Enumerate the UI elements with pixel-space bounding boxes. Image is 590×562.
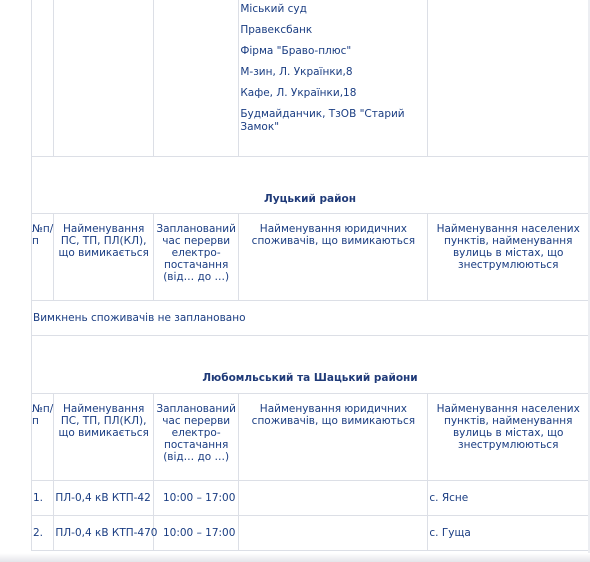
row-time: 10:00 – 17:00	[153, 516, 238, 551]
header-settlements: Найменування населених пунктів, найменування вулиць в містах, що знеструмлюються	[428, 394, 589, 481]
row-consumers	[239, 481, 428, 516]
consumers-cell	[239, 0, 428, 157]
region-title-lyuboml: Любомльський та Шацький райони	[32, 336, 589, 394]
header-row	[32, 214, 589, 301]
row-line: ПЛ-0,4 кВ КТП-470	[54, 516, 154, 551]
region-row	[32, 157, 589, 214]
time-cell	[153, 0, 238, 157]
header-settlements: Найменування населених пунктів, найменування вулиць в містах, що знеструмлюються	[428, 214, 589, 301]
header-consumers: Найменування юридичних споживачів, що вимикаються	[239, 394, 428, 481]
region-title-lutsk: Луцький район	[32, 157, 589, 214]
row-consumers	[239, 516, 428, 551]
header-name: Найменування ПС, ТП, ПЛ(КЛ), що вимикається	[54, 214, 154, 301]
header-name: Найменування ПС, ТП, ПЛ(КЛ), що вимикається	[54, 394, 154, 481]
consumer-item: Кафе, Л. Українки,18	[240, 87, 357, 99]
row-num: 2.	[32, 516, 54, 551]
header-consumers: Найменування юридичних споживачів, що вимикаються	[239, 214, 428, 301]
row-num: 1.	[32, 481, 54, 516]
consumer-item: Міський суд	[240, 3, 307, 15]
line-cell	[54, 0, 154, 157]
settlement-cell	[428, 0, 589, 157]
row-settlement: с. Гуща	[428, 516, 589, 551]
consumer-item: Фірма "Браво-плюс"	[240, 45, 352, 57]
table-row	[32, 0, 589, 157]
no-outages-note: Вимкнень споживачів не заплановано	[32, 301, 589, 336]
row-line: ПЛ-0,4 кВ КТП-42	[54, 481, 154, 516]
outage-schedule-table	[31, 0, 589, 551]
consumer-item: Будмайданчик, ТзОВ "Старий Замок"	[240, 108, 405, 133]
row-time: 10:00 – 17:00	[153, 481, 238, 516]
table-row	[32, 481, 589, 516]
consumer-item: Правексбанк	[240, 24, 313, 36]
bottom-shadow	[0, 553, 590, 562]
header-num: №п/п	[32, 214, 54, 301]
table-row	[32, 516, 589, 551]
row-settlement: с. Ясне	[428, 481, 589, 516]
header-time: Запланований час перерви електро-постачання (від… до …)	[153, 214, 238, 301]
num-cell	[32, 0, 54, 157]
header-time: Запланований час перерви електро-постачання (від… до …)	[153, 394, 238, 481]
consumer-item: М-зин, Л. Українки,8	[240, 66, 353, 78]
header-num: №п/п	[32, 394, 54, 481]
header-row	[32, 394, 589, 481]
note-row	[32, 301, 589, 336]
region-row	[32, 336, 589, 394]
